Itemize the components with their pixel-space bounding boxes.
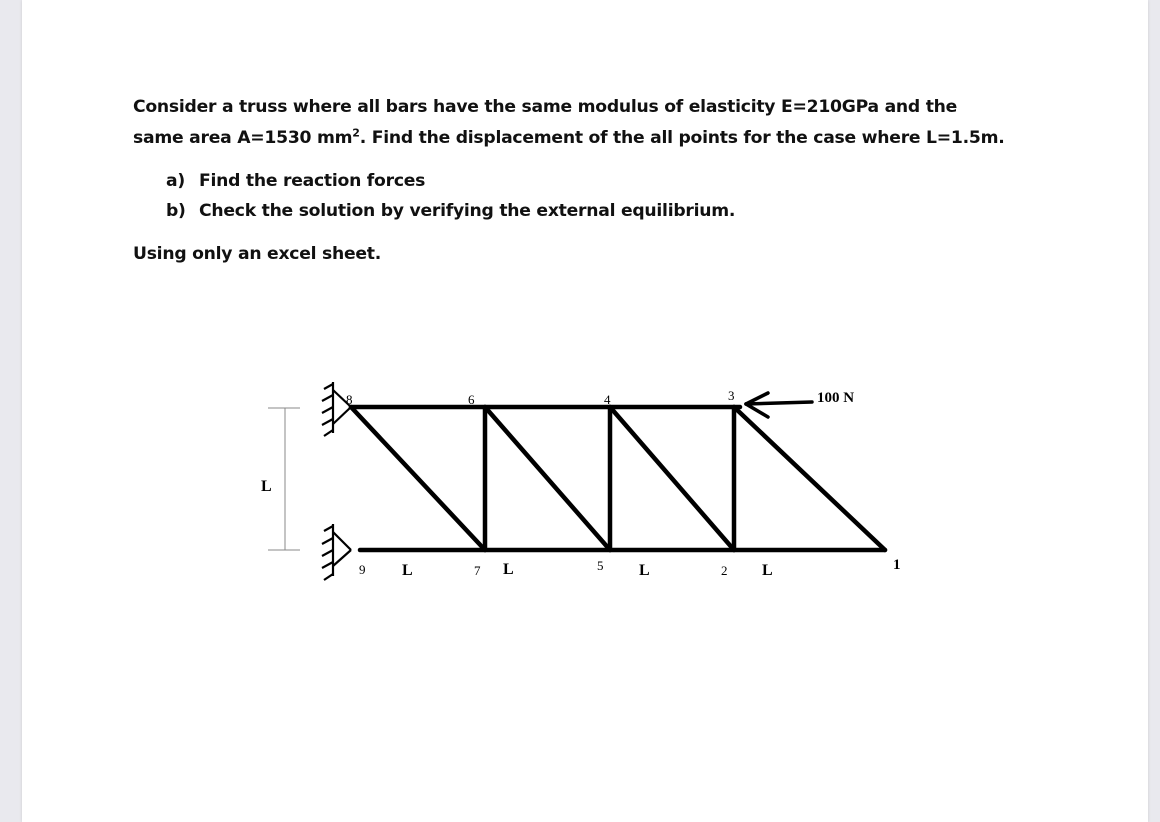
task-text: Find the reaction forces bbox=[199, 171, 426, 191]
problem-intro: Consider a truss where all bars have the same modulus of elasticity E=210GPa and the same area A=1530 $mm^2$. Find the displacement of the all points for the case where L=1.5m. bbox=[133, 97, 1005, 148]
pin-support-bottom bbox=[322, 524, 351, 580]
node-label-4: 4 bbox=[604, 392, 611, 407]
node-label-5: 5 bbox=[597, 558, 604, 573]
diagonal-6-5 bbox=[485, 407, 610, 550]
task-marker: a) bbox=[166, 171, 185, 191]
span-label-1: L bbox=[402, 562, 413, 579]
span-label-2: L bbox=[503, 561, 514, 578]
truss-members bbox=[351, 407, 885, 550]
problem-closing: Using only an excel sheet. bbox=[133, 244, 382, 264]
area-unit-exponent: 2 bbox=[352, 126, 360, 140]
height-dimension bbox=[268, 408, 300, 550]
pin-support-top bbox=[322, 382, 351, 436]
node-label-3: 3 bbox=[728, 388, 735, 403]
load-label: 100 N bbox=[817, 390, 855, 406]
node-label-7: 7 bbox=[474, 563, 481, 578]
load-arrow bbox=[746, 393, 812, 417]
node-label-6: 6 bbox=[468, 392, 475, 407]
node-label-2: 2 bbox=[721, 563, 728, 578]
span-label-3: L bbox=[639, 562, 650, 579]
node-label-1: 1 bbox=[893, 557, 901, 573]
task-marker: b) bbox=[166, 200, 186, 221]
node-label-9: 9 bbox=[359, 562, 366, 577]
task-text: Check the solution by verifying the external equilibrium. bbox=[199, 200, 736, 221]
span-labels bbox=[402, 561, 773, 579]
span-label-4: L bbox=[762, 562, 773, 579]
height-label: L bbox=[261, 478, 272, 495]
diagonal-3-1 bbox=[734, 407, 885, 550]
diagonal-4-2 bbox=[610, 407, 734, 550]
diagonal-8-7 bbox=[351, 407, 485, 550]
node-label-8: 8 bbox=[346, 392, 353, 407]
